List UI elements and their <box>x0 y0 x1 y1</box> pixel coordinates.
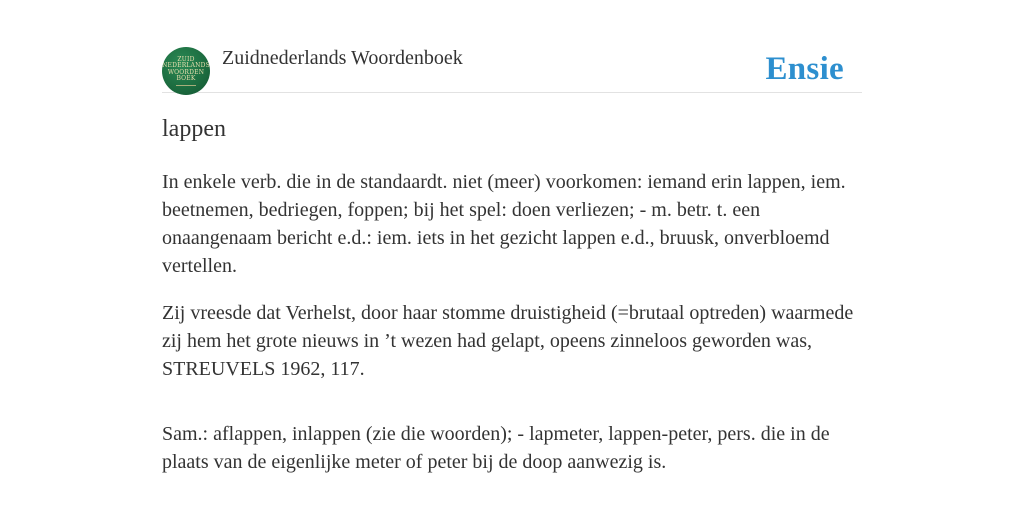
logo-text-line-4: BOEK <box>176 75 196 82</box>
entry-compounds: Sam.: aflappen, inlappen (zie die woorden); - lapmeter, lappen-peter, pers. die in de plaats van de eigenlijke meter of peter bij de doop aanwezig is. <box>162 423 830 473</box>
logo-rule <box>176 85 196 86</box>
site-title-link[interactable]: Zuidnederlands Woordenboek <box>222 47 463 69</box>
logo-text-line-3: WOORDEN <box>167 68 205 76</box>
header <box>162 44 862 93</box>
entry-definition: In enkele verb. die in de standaardt. niet (meer) voorkomen: iemand erin lappen, iem. beetnemen, bedriegen, foppen; bij het spel: doen verliezen; - m. betr. t. een onaangenaam bericht e.d.: iem. iets in het gezicht lappen e.d., bruusk, onverbloemd vertellen. <box>162 171 846 277</box>
dictionary-logo[interactable] <box>162 47 210 95</box>
ensie-brand-link[interactable]: Ensie <box>765 51 844 87</box>
entry-example-quote: Zij vreesde dat Verhelst, door haar stomme druistigheid (=brutaal optreden) waarmede zij hem het grote nieuws in ’t wezen had gelapt, opeens zinneloos geworden was, STREUVELS 1962, 117. <box>162 302 854 380</box>
entry-headword: lappen <box>162 116 226 142</box>
entry-content <box>162 168 862 495</box>
logo-text-line-2: NEDERLANDS <box>162 62 210 69</box>
logo-text-line-1: ZUID <box>177 55 195 63</box>
